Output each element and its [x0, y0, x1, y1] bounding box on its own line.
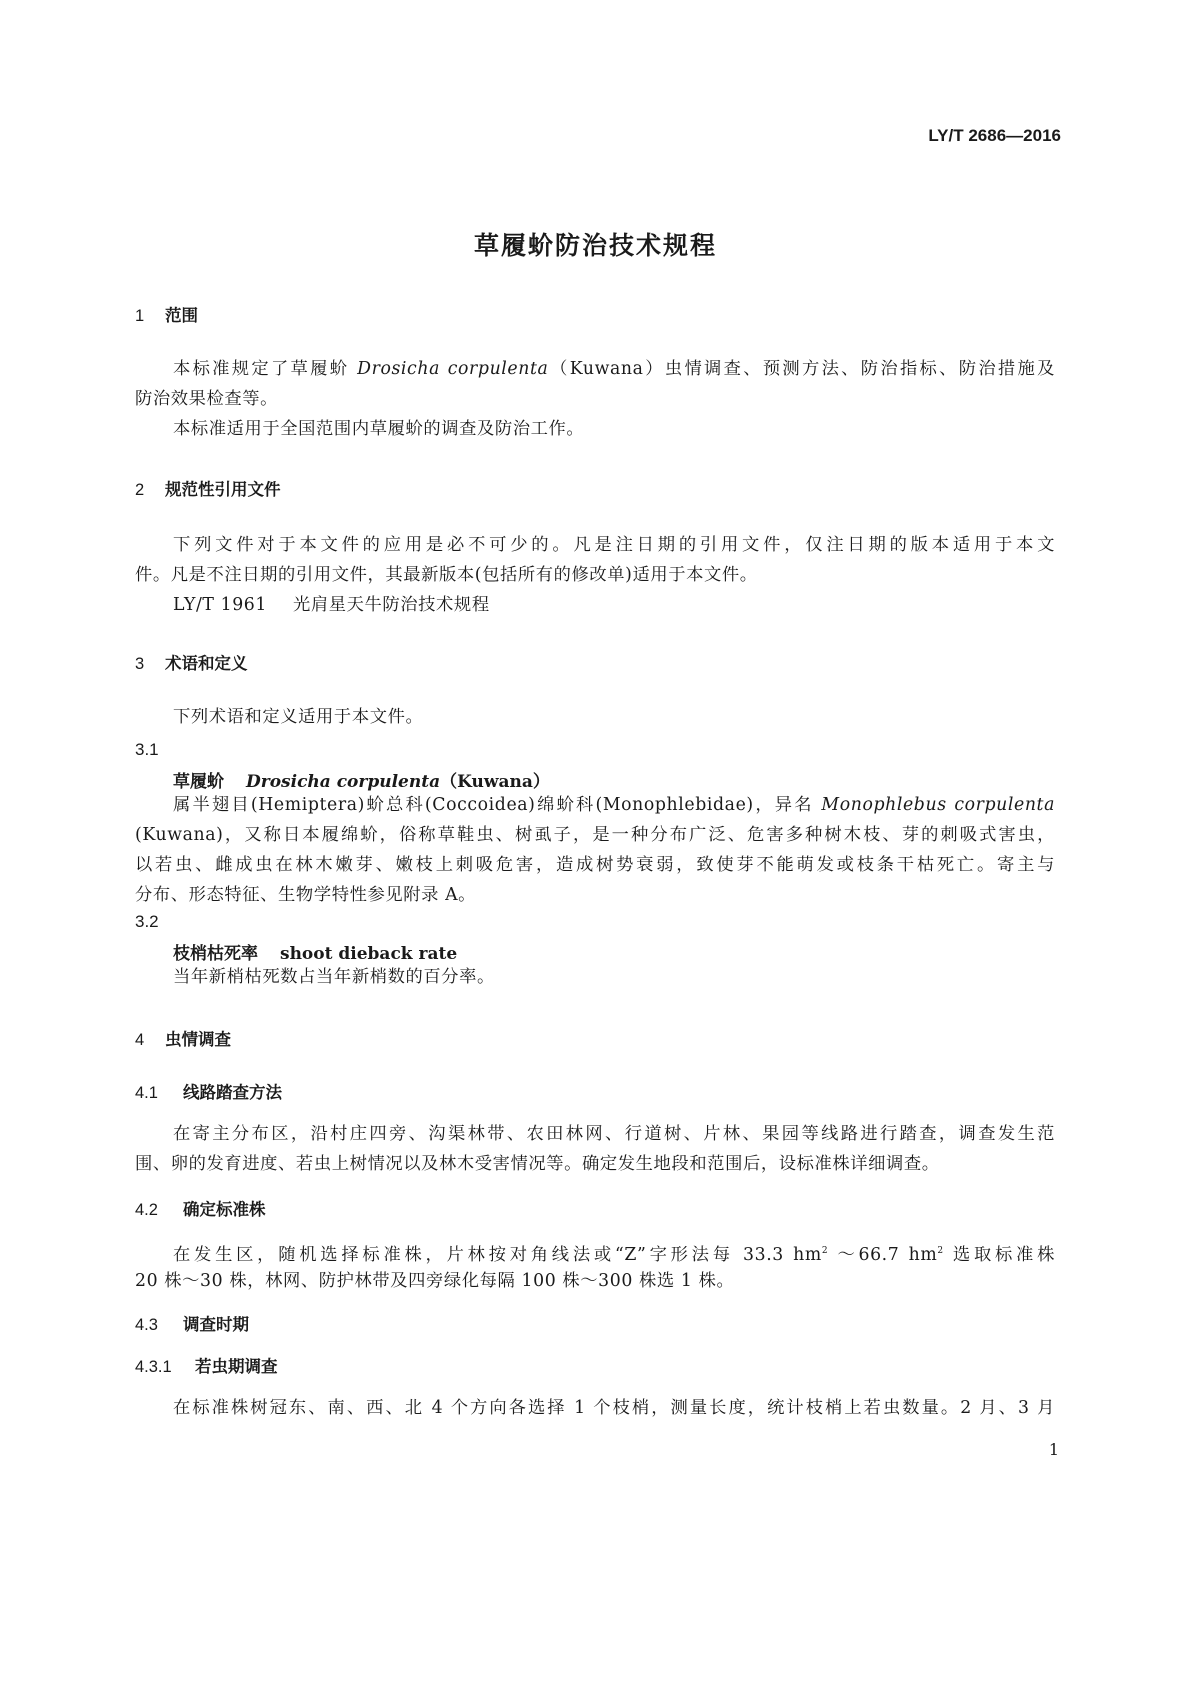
superscript: 2 — [821, 1246, 829, 1256]
section-title: 范围 — [165, 306, 198, 325]
section-2-normative-references — [135, 530, 1055, 620]
section-title: 术语和定义 — [165, 654, 248, 673]
section-title: 确定标准株 — [183, 1200, 266, 1219]
term-name: 枝梢枯死率 shoot dieback rate — [173, 944, 458, 964]
subsection-4-1-heading — [135, 1079, 282, 1103]
subsection-4-1-body — [135, 1119, 1055, 1179]
text-line: 属半翅目(Hemiptera)蚧总科(Coccoidea)绵蚧科(Monophlebidae)，异名 Monophlebus corpulenta — [173, 795, 1056, 815]
text-line: 以若虫、雌成虫在林木嫩芽、嫩枝上刺吸危害，造成树势衰弱，致使芽不能萌发或枝条干枯死亡。寄主与 — [135, 855, 1055, 875]
text-line: (Kuwana)，又称日本履绵蚧，俗称草鞋虫、树虱子，是一种分布广泛、危害多种树木枝、芽的刺吸式害虫， — [135, 825, 1055, 845]
text-line: 围、卵的发育进度、若虫上树情况以及林木受害情况等。确定发生地段和范围后，设标准株详细调查。 — [135, 1154, 940, 1174]
reference-code: LY/T 1961 — [173, 595, 267, 615]
section-2-heading — [135, 476, 281, 500]
text-line: 在标准株树冠东、南、西、北 4 个方向各选择 1 个枝梢，测量长度，统计枝梢上若虫数量。2 月、3 月 — [173, 1398, 1055, 1418]
term-number: 3.1 — [135, 740, 159, 759]
term-definition — [135, 790, 1055, 910]
page-number: 1 — [1048, 1440, 1059, 1459]
text-line: 下列术语和定义适用于本文件。 — [173, 707, 424, 727]
standard-number: LY/T 2686—2016 — [928, 126, 1061, 145]
latin-name: Monophlebus corpulenta — [821, 795, 1056, 815]
section-number: 4.1 — [135, 1084, 158, 1102]
subsection-4-2-body — [135, 1236, 1055, 1296]
text-line: 20 株～30 株，林网、防护林带及四旁绿化每隔 100 株～300 株选 1 株。 — [135, 1271, 735, 1291]
section-title: 调查时期 — [183, 1315, 249, 1334]
section-number: 4.3.1 — [135, 1358, 172, 1376]
text-line: 在发生区，随机选择标准株，片林按对角线法或“Z”字形法每 33.3 $hm^2$ ～66.7 $hm^2$ 选取标准株 — [173, 1245, 1055, 1265]
section-1-heading — [135, 302, 198, 326]
subsection-4-3-1-heading — [135, 1353, 278, 1377]
reference-title: 光肩星天牛防治技术规程 — [293, 595, 490, 615]
section-3-heading — [135, 650, 248, 674]
section-4-heading — [135, 1026, 231, 1050]
term-name: 草履蚧 Drosicha corpulenta（Kuwana） — [173, 772, 550, 792]
superscript: 2 — [937, 1246, 944, 1256]
section-number: 4.2 — [135, 1201, 158, 1219]
term-number: 3.2 — [135, 912, 159, 931]
section-number: 4.3 — [135, 1316, 158, 1334]
text-line: 当年新梢枯死数占当年新梢数的百分率。 — [173, 967, 495, 987]
section-number: 3 — [135, 655, 145, 673]
section-number: 4 — [135, 1031, 145, 1049]
text-line: 防治效果检查等。 — [135, 389, 279, 409]
subsection-4-2-heading — [135, 1196, 266, 1220]
section-title: 线路踏查方法 — [183, 1083, 282, 1102]
section-title: 规范性引用文件 — [165, 480, 281, 499]
text-line: 本标准规定了草履蚧 Drosicha corpulenta（Kuwana）虫情调查、预测方法、防治指标、防治措施及 — [173, 359, 1055, 379]
section-3-intro — [135, 702, 1055, 732]
section-title: 若虫期调查 — [195, 1357, 278, 1376]
text-line: 下列文件对于本文件的应用是必不可少的。凡是注日期的引用文件，仅注日期的版本适用于本文 — [173, 535, 1055, 555]
latin-name: Drosicha corpulenta — [246, 772, 441, 792]
document-title: 草履蚧防治技术规程 — [473, 231, 717, 260]
term-definition — [135, 962, 1055, 992]
text-line: 本标准适用于全国范围内草履蚧的调查及防治工作。 — [173, 419, 585, 439]
text-line: 件。凡是不注日期的引用文件，其最新版本(包括所有的修改单)适用于本文件。 — [135, 565, 758, 585]
reference-entry — [135, 590, 1055, 620]
latin-name: Drosicha corpulenta — [357, 359, 549, 379]
section-number: 2 — [135, 481, 145, 499]
subsection-4-3-heading — [135, 1311, 249, 1335]
section-title: 虫情调查 — [165, 1030, 231, 1049]
subsection-4-3-1-body — [135, 1393, 1055, 1423]
section-1-scope-paragraph — [135, 354, 1055, 444]
section-number: 1 — [135, 307, 145, 325]
text-line: 分布、形态特征、生物学特性参见附录 A。 — [135, 885, 477, 905]
text-line: 在寄主分布区，沿村庄四旁、沟渠林带、农田林网、行道树、片林、果园等线路进行踏查，调查发生范 — [173, 1124, 1055, 1144]
